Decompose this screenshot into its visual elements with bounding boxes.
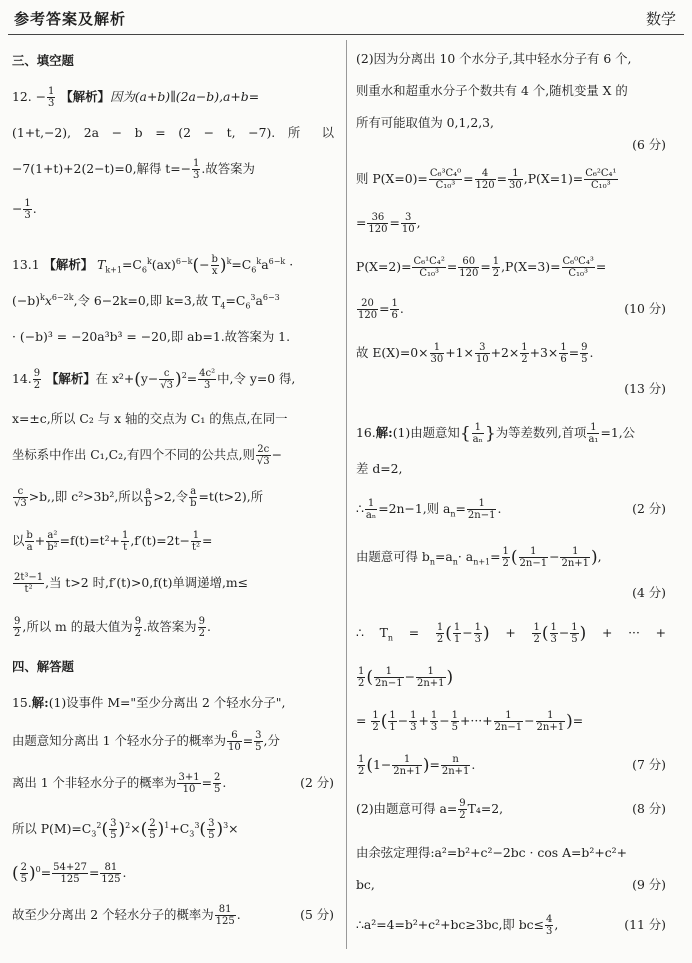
- column-divider: [346, 40, 347, 949]
- q12-line3: −7(1+t)+2(2−t)=0,解得 t=− $\frac{1}{3}$ .故答案为: [12, 158, 255, 181]
- section-fill-title: 三、填空题: [12, 53, 74, 68]
- q14-line3: 坐标系中作出 C₁,C₂,有四个不同的公共点,则 $\frac{2c}{√3}$ −: [12, 444, 283, 467]
- q15-line2: 由题意知分离出 1 个轻水分子的概率为 $\frac{6}{10}$ = $\frac{3}{5}$ ,分: [12, 730, 280, 753]
- q13-line2: $(-b)^kx^{6-2k}$,令 6−2k=0,即 k=3,故 $T_4=C_6^3a^{6-3}$: [12, 292, 280, 311]
- header-title: 参考答案及解析: [14, 10, 127, 28]
- q15-line4: 所以 $P(M)=C_3^2$( $\frac{3}{5}$ )$^2$×( $\frac{2}{5}$ )$^1+C_3^3$( $\frac{3}{5}$ )$^3$×: [12, 818, 239, 841]
- q14-line7: $\frac{9}{2}$ ,所以 m 的最大值为 $\frac{9}{2}$ .故答案为 $\frac{9}{2}$ .: [14, 616, 211, 639]
- q16-line7: = $\frac{1}{2}$ ( $\frac{1}{1}$ − $\frac{1}{3}$ + $\frac{1}{3}$ − $\frac{1}{5}$ +···+ $\frac{1}{2n-1}$ − $\frac{1}{2n+1}$ )=: [356, 710, 584, 733]
- q15-r-line8: 故 E(X)=0× $\frac{1}{30}$ +1× $\frac{3}{10}$ +2× $\frac{1}{2}$ +3× $\frac{1}{6}$ = $\frac{9}{5}$ .: [356, 342, 594, 365]
- q14-line5: 以 $\frac{b}{a}$ + $\frac{\text{a²}}{\text{b²}}$ =f(t)=t²+ $\frac{1}{t}$ ,f′(t)=2t− $\frac{1}{\text{t²}}$ =: [12, 530, 213, 553]
- score-10: (10 分): [624, 301, 666, 316]
- q15-line6: 故至少分离出 2 个轻水分子的概率为 $\frac{81}{125}$ . (5 分): [12, 904, 334, 927]
- q16-line11: bc, (9 分): [356, 872, 666, 898]
- q15-r-line7: $\frac{20}{120}$ = $\frac{1}{6}$ . (10 分): [358, 298, 666, 321]
- q15-r-line2: 则重水和超重水分子个数共有 4 个,随机变量 X 的: [356, 83, 628, 98]
- q15-line3: 离出 1 个非轻水分子的概率为 $\frac{3+1}{10}$ = $\frac{2}{5}$ . (2 分): [12, 772, 334, 795]
- header-subject: 数学: [645, 10, 676, 28]
- q16-line6: $\frac{1}{2}$ ( $\frac{1}{2n-1}$ − $\frac{1}{2n+1}$ ): [358, 666, 454, 689]
- score-7: (7 分): [632, 757, 666, 772]
- score-5: (5 分): [300, 907, 334, 922]
- score-9: (9 分): [632, 877, 666, 892]
- q16-line12: ∴a²=4=b²+c²+bc≥3bc,即 bc≤ $\frac{4}{3}$ , (11 分): [356, 914, 666, 937]
- score-4: (4 分): [632, 585, 666, 600]
- q15-r-line5: = $\frac{36}{120}$ = $\frac{3}{10}$ ,: [356, 212, 421, 235]
- score-13: (13 分): [624, 381, 666, 396]
- q13-line1: 13.1 【解析】 $T_{k+1}=C_6^k(ax)^{6-k}(-$ $\frac{b}{x}$ )$^k=C_6^ka^{6-k}$ ·: [12, 254, 294, 277]
- q14-line6: $\frac{\text{2t³−1}}{\text{t²}}$ ,当 t>2 时,f′(t)>0,f(t)单调递增,m≤: [14, 572, 249, 595]
- q12-line1: 12. − $\frac{1}{3}$ 【解析】因为(a+b)∥(2a−b),a+b=: [12, 86, 260, 109]
- score-6: (6 分): [632, 137, 666, 152]
- q16-line9: (2)由题意可得 a= $\frac{9}{2}$ T₄=2, (8 分): [356, 798, 666, 821]
- score-2: (2 分): [300, 775, 334, 790]
- q13-line3: · (−b)³ = −20a³b³ = −20,即 ab=1.故答案为 1.: [12, 329, 291, 344]
- q16-line3: ∴ $\frac{1}{\text{aₙ}}$ =2n−1,则 $a_n=$ $\frac{1}{2n-1}$ . (2 分): [356, 498, 666, 521]
- q12-line2: (1+t,−2), 2a − b = (2 − t, −7). 所 以: [12, 125, 334, 140]
- q16-line4: 由题意可得 $b_n=a_n\cdot a_{n+1}=$ $\frac{1}{2}$ ( $\frac{1}{2n-1}$ − $\frac{1}{2n+1}$ ),: [356, 546, 602, 569]
- q16-line8: $\frac{1}{2}$ (1− $\frac{1}{2n+1}$ )= $\frac{n}{2n+1}$ . (7 分): [358, 754, 666, 777]
- q15-r-line6: P(X=2)= $\frac{\text{C₆¹C₄²}}{\text{C₁₀³}}$ = $\frac{60}{120}$ = $\frac{1}{2}$ ,P(X=3)= $\frac{\text{C₆⁰C₄³}}{\text{C₁₀³}}$ =: [356, 256, 607, 279]
- q15-line1: 15.解:(1)设事件 M="至少分离出 2 个轻水分子",: [12, 695, 286, 710]
- q12-line4: − $\frac{1}{3}$ .: [12, 198, 37, 221]
- q16-line1: 16.解:(1)由题意知{ $\frac{1}{\text{aₙ}}$ }为等差数列,首项 $\frac{1}{\text{a₁}}$ =1,公: [356, 422, 636, 445]
- q15-r-line1: (2)因为分离出 10 个水分子,其中轻水分子有 6 个,: [356, 51, 632, 66]
- q14-line4: $\frac{c}{√3}$ >b,,即 c²>3b²,所以 $\frac{a}{b}$ >2,令 $\frac{a}{b}$ =t(t>2),所: [14, 486, 264, 509]
- q15-line5: ( $\frac{2}{5}$ )$^0$= $\frac{54+27}{125}$ = $\frac{81}{125}$ .: [12, 862, 127, 885]
- section-answer-title: 四、解答题: [12, 659, 74, 674]
- score-2b: (2 分): [632, 501, 666, 516]
- q15-r-line3: 所有可能取值为 0,1,2,3,: [356, 115, 494, 130]
- q16-line5: ∴ $T_n$ = $\frac{1}{2}$ ( $\frac{1}{1}$ − $\frac{1}{3}$ ) + $\frac{1}{2}$ ( $\frac{1}{3}$ − $\frac{1}{5}$ ) + ··· +: [356, 622, 667, 645]
- score-11: (11 分): [624, 917, 666, 932]
- q15-r-line4: 则 P(X=0)= $\frac{\text{C₆³C₄⁰}}{\text{C₁₀³}}$ = $\frac{4}{120}$ = $\frac{1}{30}$ ,P(X=1)= $\frac{\text{C₆²C₄¹}}{\text{C₁₀³}}$: [356, 168, 617, 191]
- page-header: [8, 0, 684, 35]
- q14-line2: x=±c,所以 C₂ 与 x 轴的交点为 C₁ 的焦点,在同一: [12, 411, 288, 426]
- q16-line10: 由余弦定理得:a²=b²+c²−2bc · cos A=b²+c²+: [356, 845, 627, 860]
- score-8: (8 分): [632, 801, 666, 816]
- q14-line1: 14. $\frac{9}{2}$ 【解析】在 x²+(y− $\frac{c}{√3}$ )$^2$= $\frac{\text{4c²}}{3}$ 中,令 y=0 得,: [12, 368, 296, 391]
- q16-line2: 差 d=2,: [356, 461, 403, 476]
